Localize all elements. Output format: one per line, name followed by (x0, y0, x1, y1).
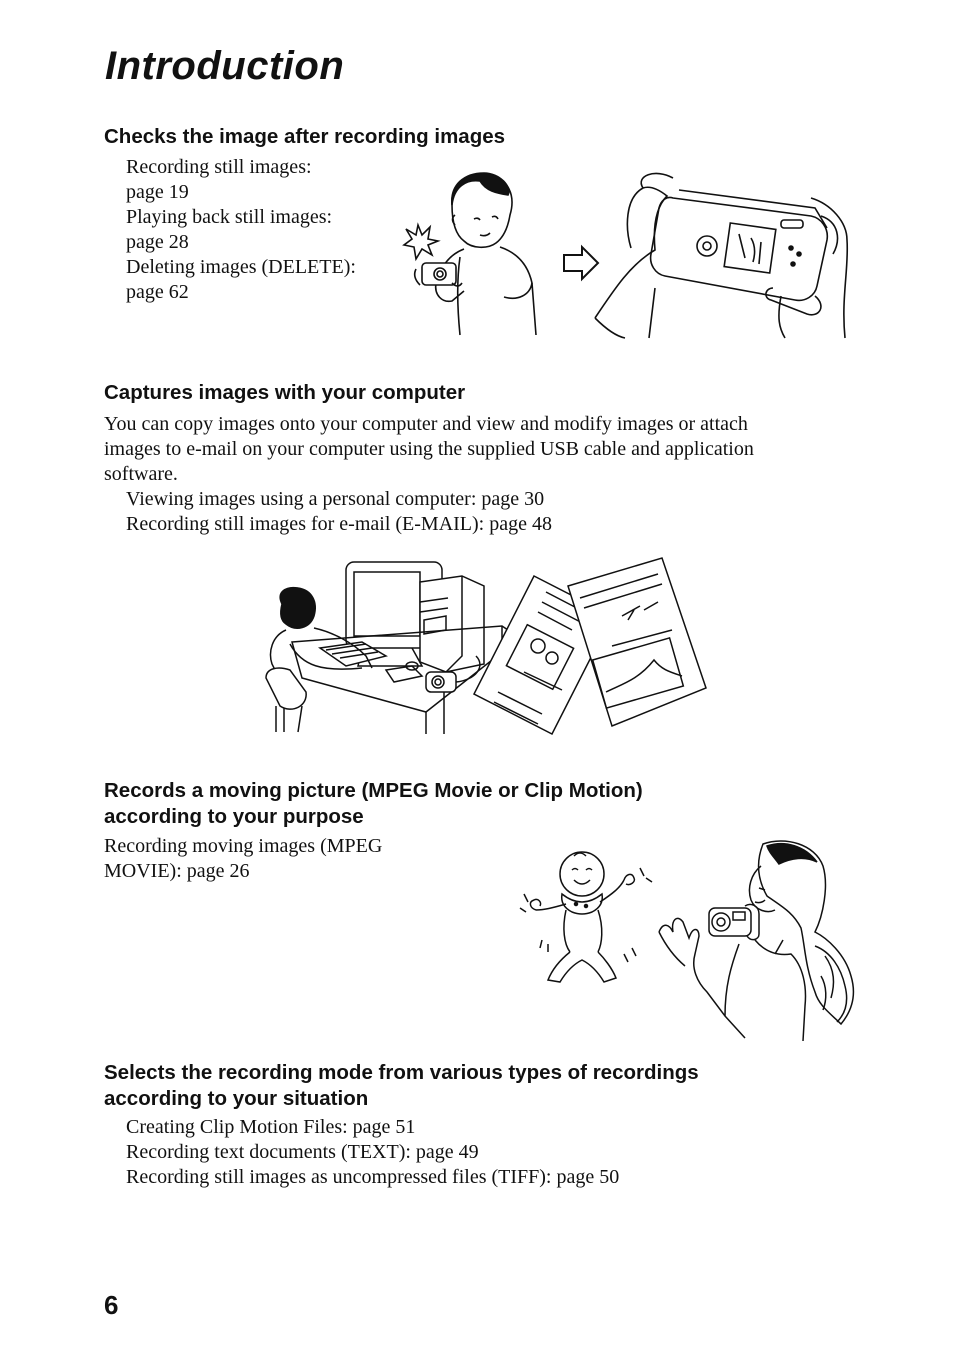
section-4-refs (126, 1115, 619, 1190)
heading-line: Records a moving picture (MPEG Movie or Clip Motion) (104, 779, 643, 802)
computer-user-illustration (262, 556, 682, 734)
man-with-camera-illustration (400, 165, 570, 340)
section-1-refs (126, 155, 356, 305)
sparkle-icon (404, 225, 438, 259)
ref-line: page 19 (126, 181, 189, 203)
hands-holding-camera-illustration (595, 168, 860, 338)
ref-line: page 62 (126, 281, 189, 303)
body-line: images to e-mail on your computer using the supplied USB cable and application (104, 438, 754, 460)
ref-line: Creating Clip Motion Files: page 51 (126, 1116, 416, 1138)
heading-line: according to your purpose (104, 805, 364, 828)
ref-line: Recording still images: (126, 156, 312, 178)
ref-line: MOVIE): page 26 (104, 860, 250, 882)
section-2-body (104, 412, 864, 487)
heading-line: according to your situation (104, 1087, 369, 1110)
section-3-refs (104, 834, 382, 884)
ref-line: Recording text documents (TEXT): page 49 (126, 1141, 479, 1163)
section-2-heading: Captures images with your computer (104, 381, 466, 404)
ref-line: Viewing images using a personal computer: page 30 (126, 488, 545, 510)
section-2-refs (126, 487, 552, 537)
body-line: software. (104, 463, 178, 485)
baby-illustration (520, 848, 660, 988)
ref-line: page 28 (126, 231, 189, 253)
section-4-heading (104, 1060, 699, 1112)
ref-line: Playing back still images: (126, 206, 333, 228)
mother-with-camera-illustration (655, 836, 860, 1041)
ref-line: Deleting images (DELETE): (126, 256, 356, 278)
body-line: You can copy images onto your computer and view and modify images or attach (104, 413, 748, 435)
heading-line: Selects the recording mode from various types of recordings (104, 1061, 699, 1084)
ref-line: Recording still images for e-mail (E-MAIL): page 48 (126, 513, 552, 535)
ref-line: Recording still images as uncompressed files (TIFF): page 50 (126, 1166, 620, 1188)
section-1-heading: Checks the image after recording images (104, 125, 506, 148)
page-title: Introduction (105, 44, 345, 88)
page-number: 6 (104, 1290, 119, 1320)
ref-line: Recording moving images (MPEG (104, 835, 383, 857)
section-3-heading (104, 778, 643, 830)
